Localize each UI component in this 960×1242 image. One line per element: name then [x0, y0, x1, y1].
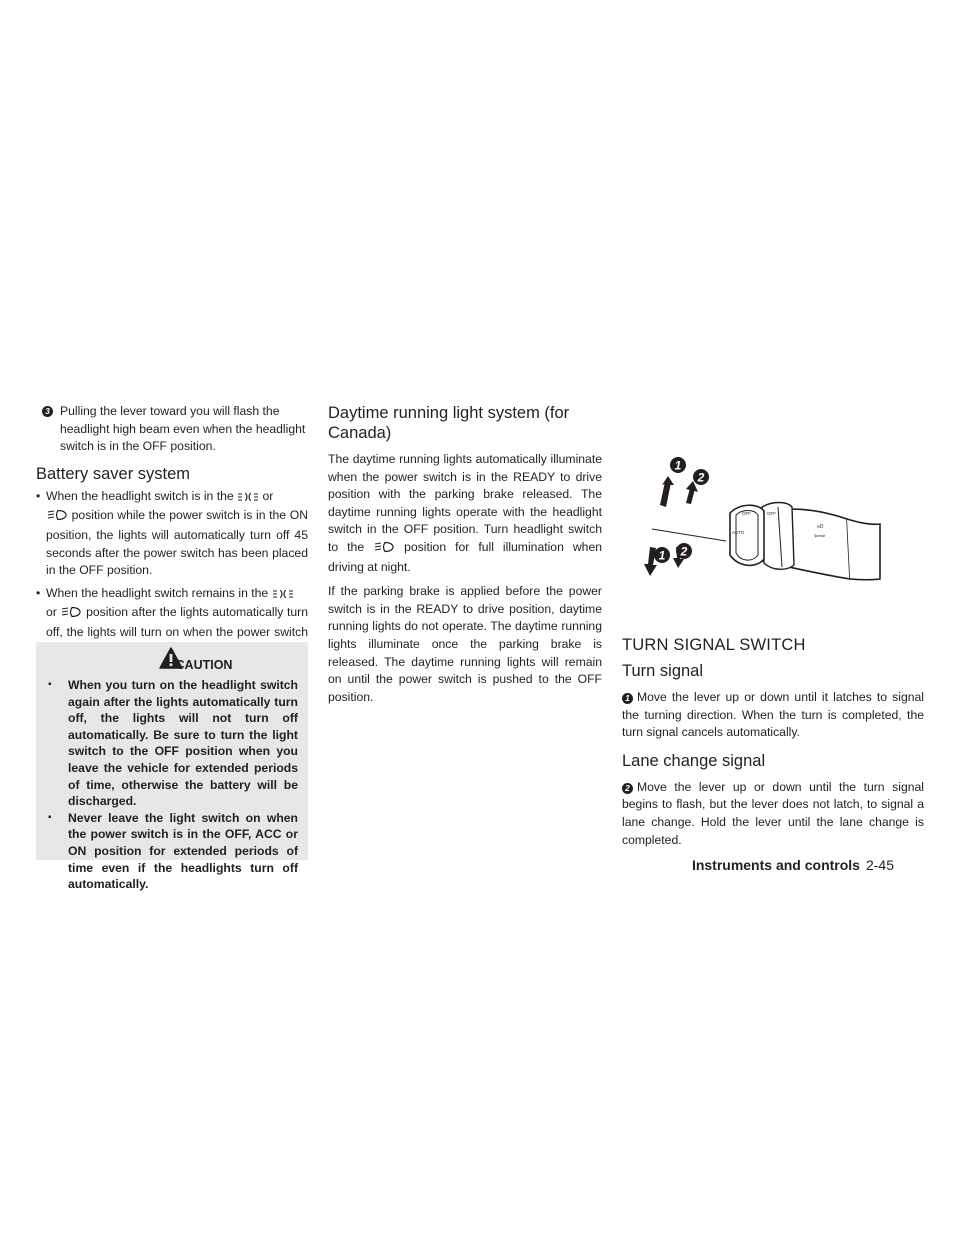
callout-2-top	[693, 469, 709, 485]
battery-saver-list	[36, 488, 308, 659]
lane-change-heading: Lane change signal	[622, 751, 766, 770]
lever-label-off-2: OFF	[767, 511, 776, 516]
drl-paragraph-1	[328, 451, 602, 576]
drl-heading: Daytime running light system (for Canada)	[328, 404, 570, 442]
drl-p1-text-a: The daytime running lights automatically illuminate when the power switch is in the READY to drive position with the parking brake released. The daytime running lights operate with the headlight switch in the OFF position. Turn headlight switch to the	[328, 452, 602, 554]
svg-text:2: 2	[697, 470, 705, 485]
turn-signal-lever-illustration	[622, 403, 924, 623]
arrow-up-1-icon	[660, 476, 674, 507]
caution-box	[36, 642, 308, 892]
lever-label-beam: ≡D	[817, 524, 824, 530]
lever-label-off: OFF	[742, 511, 751, 516]
turn-arrow-glyph: ⇦⇨	[814, 532, 826, 540]
bullet-text-b: or	[262, 488, 274, 503]
headlight-icon	[46, 509, 68, 527]
caution-list	[46, 677, 298, 893]
page-number: 2-45	[865, 857, 894, 873]
headlight-icon	[60, 606, 82, 624]
callout-1-marker: 1	[622, 693, 633, 704]
callout-1-top	[670, 457, 686, 473]
callout-2-bottom	[676, 543, 692, 559]
headlight-icon	[373, 541, 395, 559]
list-item-3	[36, 403, 308, 456]
footer-section-title: Instruments and controls	[691, 857, 860, 873]
turn-signal-text: Move the lever up or down until it latches to signal the turning direction. When the turn is completed, the turn signal cancels automatically.	[622, 690, 924, 740]
caution-title: CAUTION	[175, 658, 233, 672]
callout-1-bottom	[654, 547, 670, 563]
svg-text:1: 1	[658, 548, 666, 563]
lane-change-text: Move the lever up or down until the turn signal begins to flash, but the lever does not latch, to signal a lane change. Hold the lever until the lane change is completed.	[622, 779, 924, 847]
battery-saver-heading: Battery saver system	[36, 464, 191, 483]
drl-p1-text-b: position for full illumination when driving at night.	[328, 539, 602, 574]
lever-label-auto: AUTO	[732, 530, 745, 535]
svg-text:2: 2	[680, 544, 688, 559]
list-item	[36, 488, 308, 580]
middle-column	[328, 403, 602, 706]
bullet-text-c: position while the power switch is in the ON position, the lights will automatically turn off 45 seconds after the power switch has been placed in the OFF position.	[46, 508, 308, 578]
bullet-text-c: position after the lights automatically turn off, the lights will turn on when the power switch	[46, 605, 308, 639]
bullet-text-b: or	[46, 605, 57, 620]
turn-signal-figure	[622, 403, 924, 623]
turn-signal-switch-heading: TURN SIGNAL SWITCH	[622, 636, 806, 654]
caution-item: ▪ Never leave the light switch on when the power switch is in the OFF, ACC or ON position for extended periods of time even if the headlights turn off automatically.	[46, 810, 298, 893]
caution-item: ▪ When you turn on the headlight switch again after the lights automatically turn off, the lights will not turn off automatically. Be sure to turn the light switch to the OFF position when you leave the vehicle for extended periods of time, otherwise the battery will be discharged.	[46, 677, 298, 810]
parking-light-icon	[272, 587, 294, 605]
lane-change-paragraph	[622, 779, 924, 849]
parking-light-icon	[237, 490, 259, 508]
svg-text:1: 1	[674, 458, 682, 473]
left-column	[36, 403, 308, 664]
right-column	[622, 403, 924, 849]
drl-paragraph-2: If the parking brake is applied before the power switch is in the READY to drive position, daytime running lights do not operate. The daytime running lights illuminate once the parking brake is released. The daytime running lights will remain on until the power switch is pushed to the OFF position.	[328, 584, 602, 704]
arrow-up-2-icon	[686, 481, 698, 504]
turn-signal-paragraph	[622, 689, 924, 742]
item-3-text: Pulling the lever toward you will flash the headlight high beam even when the headlight switch is in the OFF position.	[60, 404, 306, 454]
page-footer	[692, 857, 894, 873]
bullet-text-a: When the headlight switch is in the	[46, 488, 234, 503]
turn-signal-heading: Turn signal	[622, 662, 704, 680]
callout-3-marker: 3	[42, 406, 53, 417]
bullet-text-a: When the headlight switch remains in the	[46, 585, 269, 600]
callout-2-marker: 2	[622, 783, 633, 794]
